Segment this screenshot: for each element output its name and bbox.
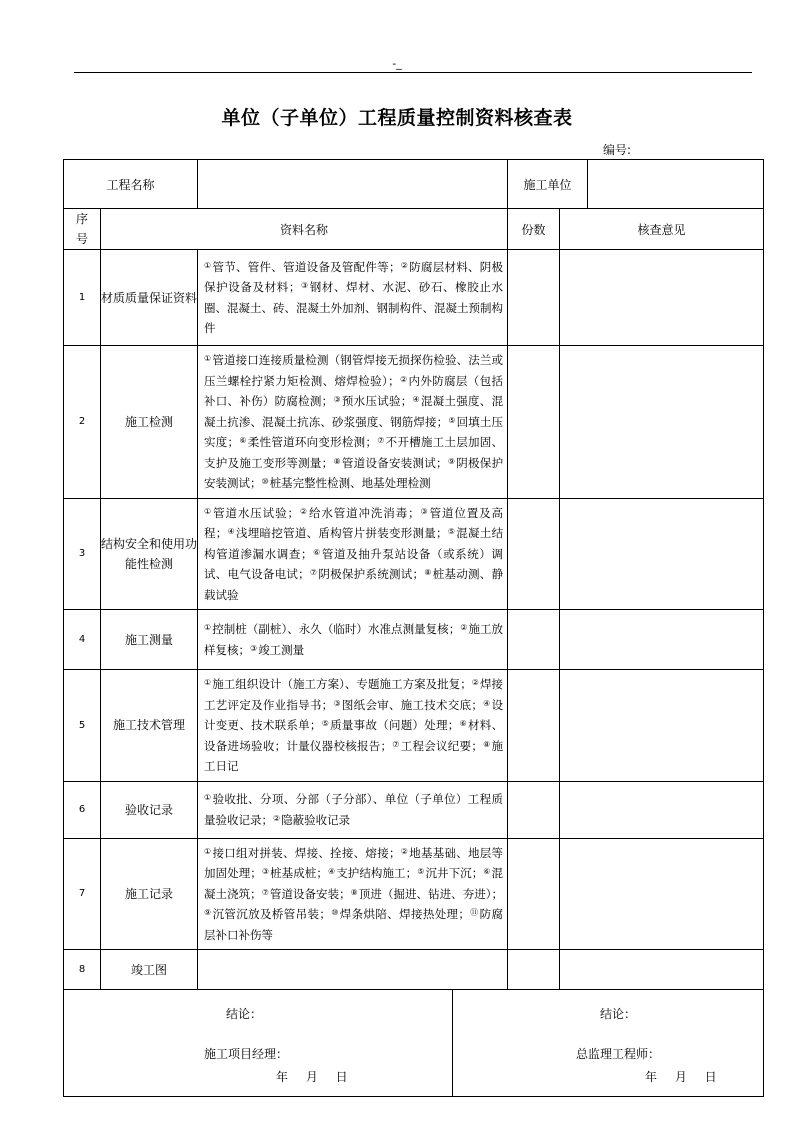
item-text: 隐蔽验收记录 (281, 812, 351, 827)
item-number: ② (400, 260, 409, 270)
row-content (198, 610, 508, 670)
row-category: 施工测量 (101, 610, 198, 670)
table-row (64, 781, 764, 838)
project-name-value[interactable] (198, 160, 508, 209)
row-number: 6 (64, 781, 101, 838)
opinion-cell[interactable] (560, 838, 764, 950)
item-text: 设计变更、技术联系单； (204, 697, 504, 732)
item-number: ① (204, 793, 212, 802)
row-category: 结构安全和使用功能性检测 (101, 498, 198, 610)
item-number: ③ (419, 506, 429, 516)
row-content (198, 781, 508, 838)
table-row (64, 250, 764, 346)
item-text: 施工日记 (204, 738, 504, 773)
item-number: ① (204, 846, 212, 856)
item-text: 回填土压实度； (204, 414, 504, 449)
item-number: ① (204, 678, 212, 687)
copies-cell[interactable] (508, 250, 560, 346)
row-number: 1 (64, 250, 101, 346)
opinion-cell[interactable] (560, 781, 764, 838)
item-number: ⑨ (447, 456, 456, 466)
item-text: 管道设备安装测试； (341, 455, 448, 470)
item-text: 柔性管道环向变形检测； (247, 435, 377, 449)
item-number: ⑦ (376, 436, 385, 445)
table-row (64, 838, 764, 950)
item-text: 不开槽施工土层加固、支护及施工变形等测量； (204, 435, 504, 470)
item-text: 管道及抽升泵站设备（或系统）调试、电气设备电试； (204, 546, 504, 581)
table-row (64, 670, 764, 782)
item-number: ① (204, 506, 213, 516)
item-number: ⑧ (482, 739, 491, 749)
row-category: 施工技术管理 (101, 670, 198, 782)
item-number: ③ (333, 698, 341, 708)
row-number: 4 (64, 610, 101, 670)
project-info-row (64, 160, 764, 209)
item-text: 内外防腐层（包括补口、补伤）防腐检测； (204, 373, 504, 408)
item-number: ⑧ (424, 568, 432, 577)
item-text: 顶进（掘进、钻进、夯进）； (358, 886, 504, 901)
item-text: 沉管沉放及桥管吊装； (212, 907, 331, 921)
row-content (198, 250, 508, 346)
item-text: 管道位置及高程； (204, 505, 504, 540)
seq-header: 序号 (64, 209, 101, 250)
table-row (64, 498, 764, 610)
item-text: 工程会议纪要； (400, 738, 483, 753)
item-number: ⑩ (330, 908, 339, 917)
item-text: 沉井下沉； (425, 866, 484, 880)
table-row (64, 950, 764, 990)
form-title: 单位（子单位）工程质量控制资料核查表 (221, 107, 573, 129)
row-category: 施工记录 (101, 838, 198, 950)
item-text: 桩基成桩； (270, 866, 328, 880)
item-number: ③ (333, 395, 341, 404)
contractor-label: 施工单位 (508, 160, 588, 209)
row-category: 材质质量保证资料 (101, 250, 198, 346)
item-text: 地基基础、地层等加固处理； (204, 845, 504, 880)
item-number: ② (471, 678, 479, 687)
opinion-cell[interactable] (560, 610, 764, 670)
opinion-cell[interactable] (560, 950, 764, 990)
item-text: 施工放样复核； (204, 622, 504, 657)
item-text: 防腐层补口补伤等 (204, 907, 504, 942)
right-conclusion-label: 结论： (600, 1007, 637, 1021)
item-number: ④ (412, 395, 420, 404)
item-number: ① (204, 354, 212, 363)
item-text: 桩基完整性检测、地基处理检测 (269, 476, 431, 490)
item-text: 验收批、分项、分部（子分部）、单位（子单位）工程质量验收记录； (204, 792, 504, 827)
item-number: ① (204, 260, 212, 270)
item-text: 桩基动测、静载试验 (204, 567, 504, 602)
opinion-cell[interactable] (560, 498, 764, 610)
item-text: 混凝土浇筑； (204, 866, 504, 901)
checklist-rows (64, 250, 764, 990)
chief-supervisor-label: 总监理工程师： (576, 1047, 661, 1061)
page-header-mark: -_ (392, 57, 402, 70)
item-number: ⑥ (483, 867, 491, 876)
project-manager-label: 施工项目经理： (204, 1047, 289, 1061)
item-text: 给水管道冲洗消毒； (308, 505, 420, 520)
item-text: 混凝土结构管道渗漏水调查； (204, 526, 504, 561)
item-number: ⑪ (469, 908, 479, 917)
item-number: ⑤ (417, 867, 425, 876)
item-number: ⑦ (309, 568, 318, 577)
copies-header: 份数 (508, 209, 560, 250)
serial-number-label: 编号: (603, 143, 632, 157)
left-conclusion-label: 结论： (226, 1007, 263, 1021)
item-text: 阴极保护安装测试； (204, 455, 504, 490)
item-number: ④ (327, 867, 336, 876)
item-number: ⑦ (261, 887, 269, 897)
item-number: ② (460, 623, 468, 632)
row-number: 2 (64, 346, 101, 499)
item-text: 钢材、焊材、水泥、砂石、橡胶止水圈、混凝土、砖、混凝土外加剂、钢制构件、混凝土预制构件 (204, 280, 504, 335)
signoff-right (453, 990, 764, 1097)
item-text: 管道水压试验； (213, 505, 299, 520)
copies-cell[interactable] (508, 838, 560, 950)
item-number: ⑤ (448, 415, 456, 425)
item-text: 浅埋暗挖管道、盾构管片拼装变形测量； (236, 526, 448, 540)
item-text: 质量事故（问题）处理； (330, 718, 460, 732)
header-rule (74, 72, 752, 73)
row-category: 竣工图 (101, 950, 198, 990)
item-number: ① (204, 623, 212, 632)
item-number: ② (399, 374, 408, 384)
right-date-label: 年 月 日 (645, 1070, 717, 1084)
opinion-cell[interactable] (560, 346, 764, 499)
item-number: ④ (227, 527, 236, 536)
item-text: 施工组织设计（施工方案）、专题施工方案及批复； (212, 677, 472, 691)
item-number: ⑤ (321, 719, 330, 728)
item-text: 混凝土强度、混凝土抗渗、混凝土抗冻、砂浆强度、钢筋焊接； (204, 394, 504, 429)
copies-cell[interactable] (508, 610, 560, 670)
item-number: ⑧ (333, 456, 341, 466)
row-number: 8 (64, 950, 101, 990)
copies-cell[interactable] (508, 781, 560, 838)
item-number: ⑩ (261, 477, 269, 486)
item-number: ③ (250, 643, 258, 653)
item-text: 管节、管件、管道设备及管配件等； (212, 259, 401, 274)
row-content (198, 670, 508, 782)
opinion-header: 核查意见 (560, 209, 764, 250)
row-content (198, 950, 508, 990)
copies-cell[interactable] (508, 346, 560, 499)
item-number: ⑥ (239, 436, 247, 445)
item-number: ② (298, 506, 308, 516)
item-number: ⑦ (392, 739, 400, 749)
item-text: 竣工测量 (258, 642, 305, 657)
item-text: 焊条烘陪、焊接热处理； (339, 907, 470, 921)
item-number: ⑥ (459, 719, 468, 728)
opinion-cell[interactable] (560, 250, 764, 346)
contractor-value[interactable] (588, 160, 764, 209)
item-text: 控制桩（副桩）、永久（临时）水准点测量复核； (212, 622, 461, 636)
item-number: ⑧ (350, 887, 358, 897)
row-number: 7 (64, 838, 101, 950)
opinion-cell[interactable] (560, 670, 764, 782)
left-date-label: 年 月 日 (276, 1070, 348, 1084)
item-text: 接口组对拼装、焊接、拴接、熔接； (212, 845, 401, 860)
item-number: ③ (261, 867, 270, 876)
row-category: 施工检测 (101, 346, 198, 499)
item-text: 材料、设备进场验收；计量仪器校核报告； (204, 718, 504, 753)
row-number: 5 (64, 670, 101, 782)
item-text: 管道设备安装； (269, 886, 351, 901)
row-category: 验收记录 (101, 781, 198, 838)
item-text: 管道接口连接质量检测（钢管焊接无损探伤检验、法兰或压兰螺栓拧紧力矩检测、熔焊检验）； (204, 353, 504, 388)
project-name-label: 工程名称 (64, 160, 198, 209)
item-number: ④ (482, 698, 491, 708)
item-text: 防腐层材料、阴极保护设备及材料； (204, 259, 504, 294)
doc-name-header: 资料名称 (101, 209, 508, 250)
signoff-left (64, 990, 453, 1097)
column-header-row (64, 209, 764, 250)
item-number: ③ (300, 281, 309, 290)
item-text: 图纸会审、施工技术交底； (341, 697, 483, 712)
row-content (198, 838, 508, 950)
item-number: ⑥ (312, 547, 321, 557)
item-text: 支护结构施工； (336, 866, 418, 880)
item-number: ② (273, 813, 281, 823)
item-number: ⑤ (447, 527, 456, 536)
row-content (198, 346, 508, 499)
item-text: 预水压试验； (341, 394, 413, 408)
table-row (64, 610, 764, 670)
item-number: ② (400, 846, 409, 856)
row-number: 3 (64, 498, 101, 610)
copies-cell[interactable] (508, 498, 560, 610)
item-number: ⑨ (204, 908, 212, 917)
item-text: 焊接工艺评定及作业指导书； (204, 677, 504, 712)
copies-cell[interactable] (508, 670, 560, 782)
quality-control-checklist-table (63, 159, 764, 1097)
signoff-row (64, 990, 764, 1097)
item-text: 阴极保护系统测试； (318, 567, 425, 581)
row-content (198, 498, 508, 610)
table-row (64, 346, 764, 499)
copies-cell[interactable] (508, 950, 560, 990)
